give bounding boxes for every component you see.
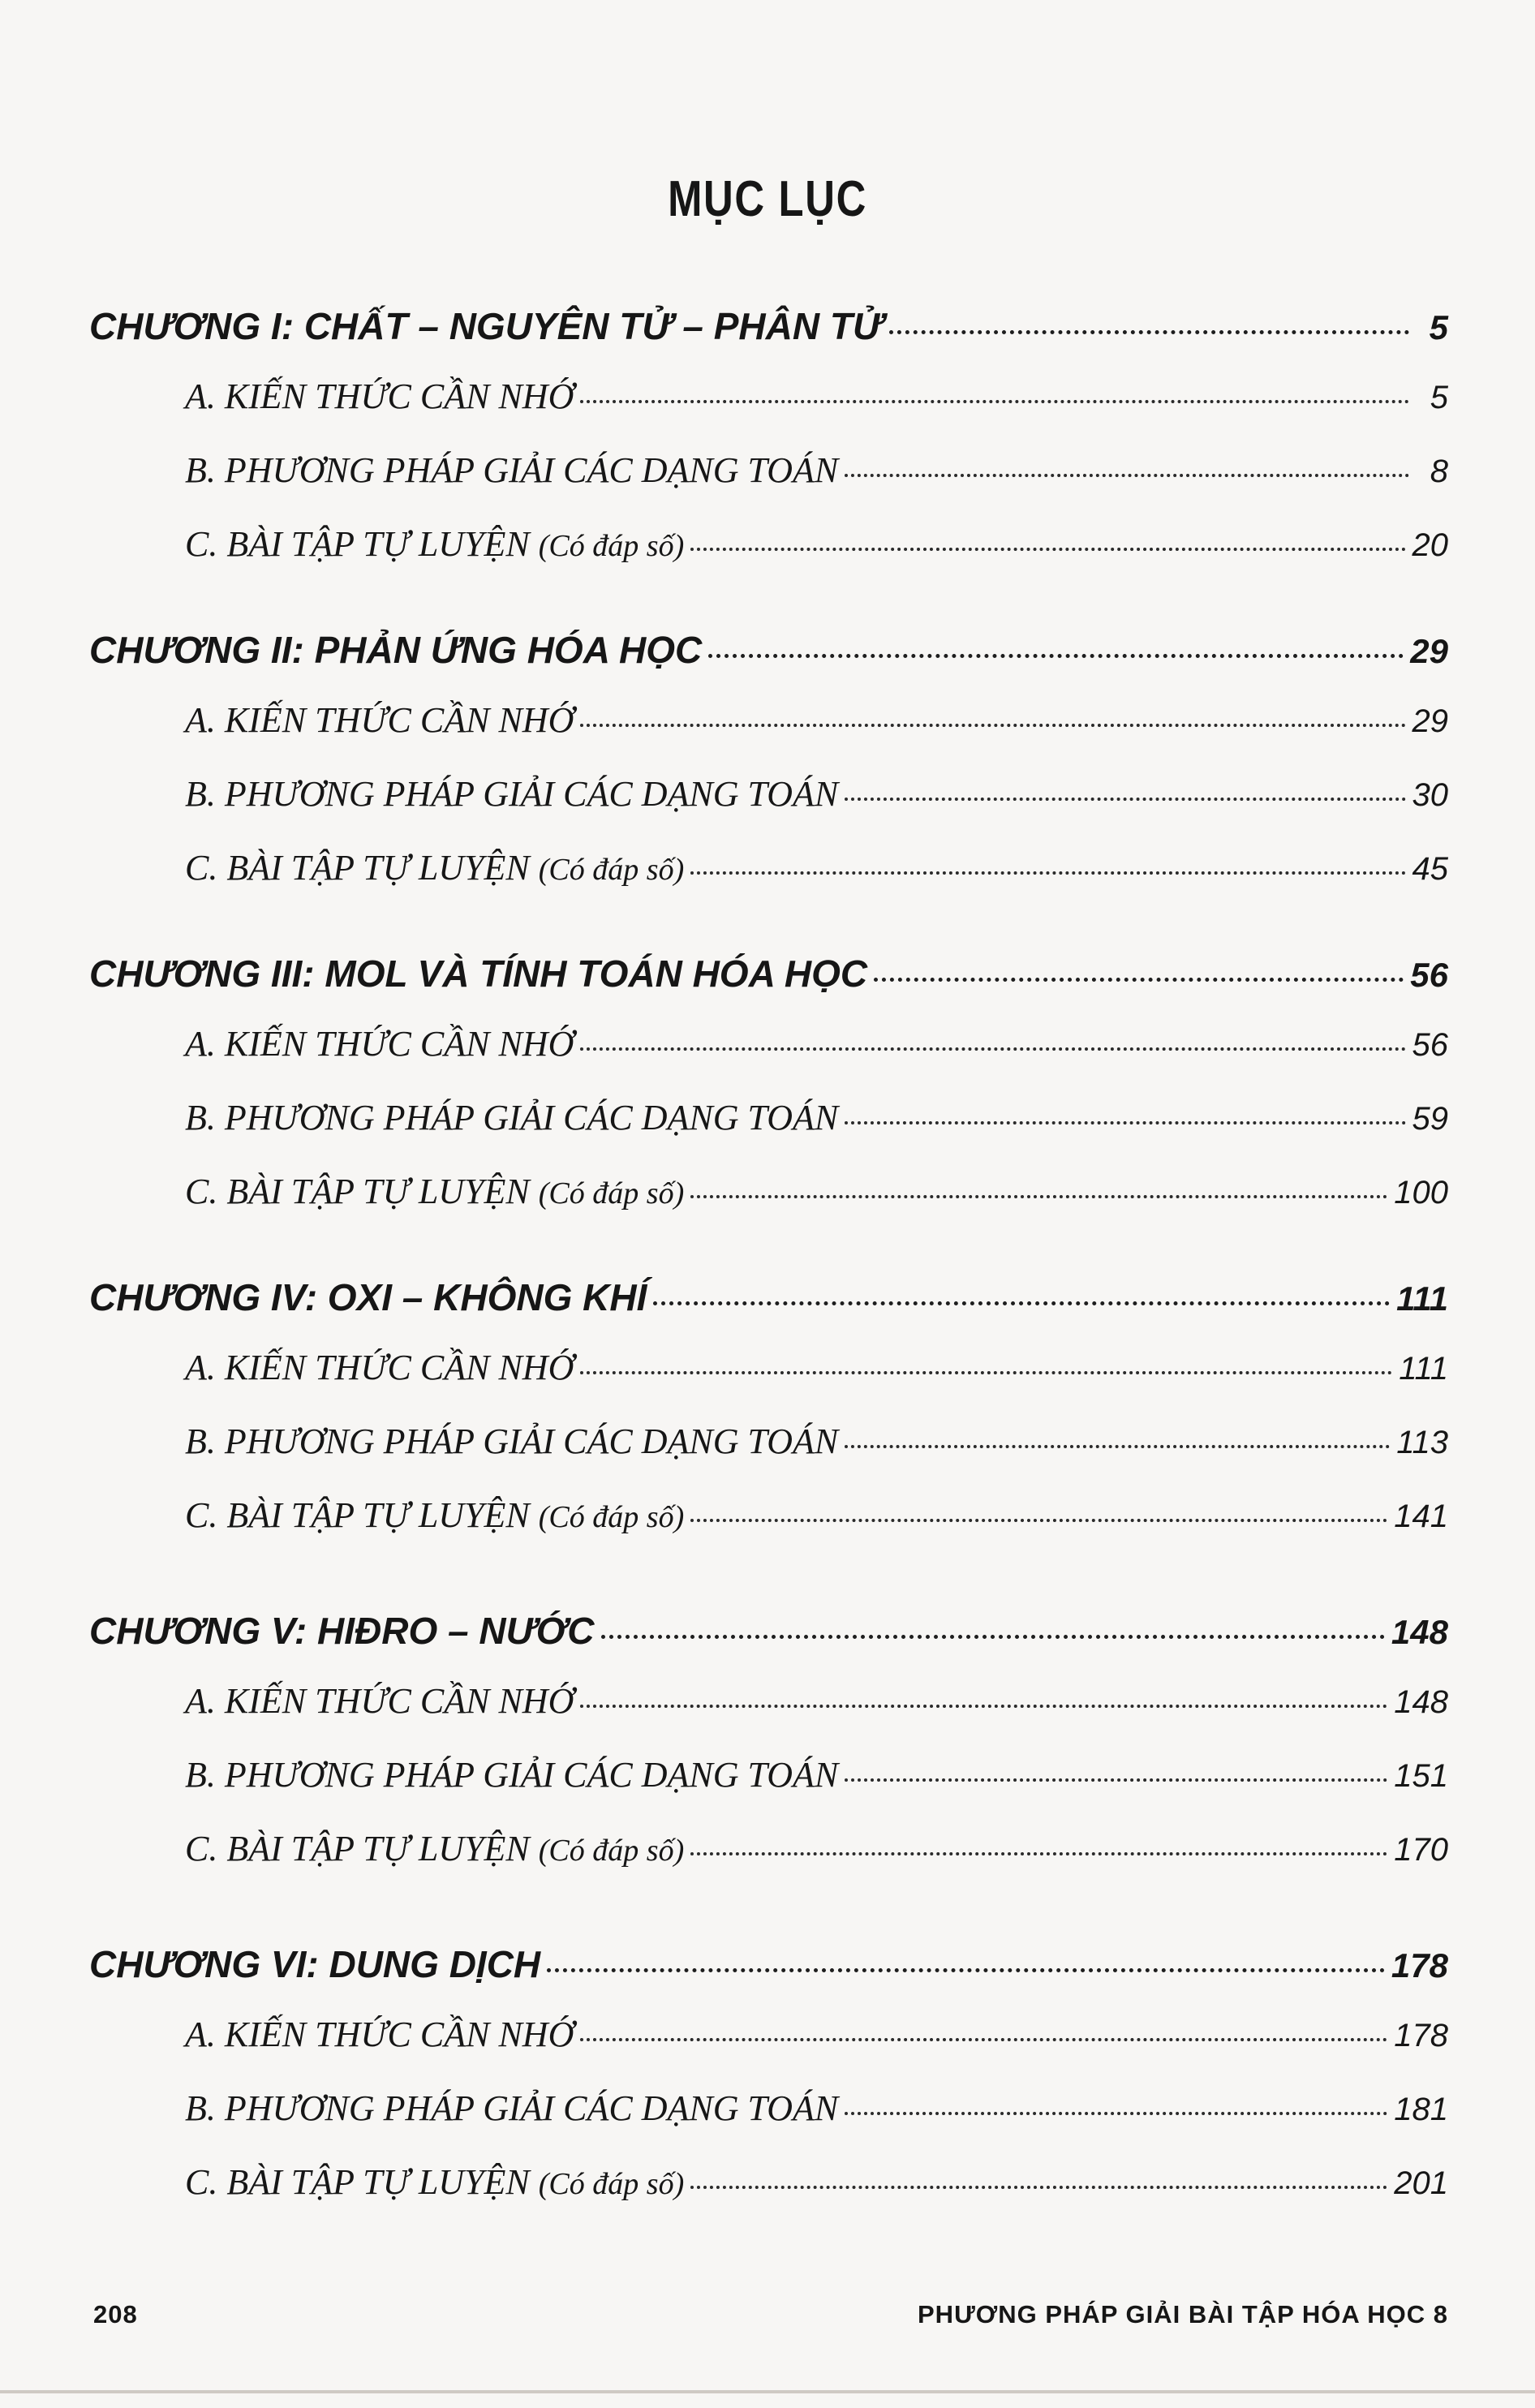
dot-leader [547,1968,1385,1972]
section-entry[interactable] [89,2014,1448,2088]
dot-leader [874,978,1404,982]
section-note: (Có đáp số) [538,853,685,887]
dot-leader [690,1195,1387,1198]
section-page: 45 [1412,851,1448,887]
dot-leader [653,1301,1390,1305]
section-label: C. BÀI TẬP TỰ LUYỆN [185,1829,530,1868]
section-label: A. KIẾN THỨC CẦN NHỚ [185,1681,574,1721]
section-page: 20 [1412,527,1448,563]
bottom-edge [0,2390,1535,2393]
section-page: 5 [1430,380,1448,415]
dot-leader [845,1445,1390,1448]
chapter-title: CHƯƠNG II: PHẢN ỨNG HÓA HỌC [89,629,703,671]
chapter-page: 29 [1410,632,1448,670]
section-page: 111 [1399,1351,1448,1387]
section-label: B. PHƯƠNG PHÁP GIẢI CÁC DẠNG TOÁN [185,2088,839,2128]
dot-leader [708,654,1404,658]
dot-leader [580,1047,1405,1051]
chapter-title: CHƯƠNG III: MOL VÀ TÍNH TOÁN HÓA HỌC [89,952,868,995]
dot-leader [889,330,1409,334]
section-entry[interactable] [89,1421,1448,1494]
section-label: B. PHƯƠNG PHÁP GIẢI CÁC DẠNG TOÁN [185,774,839,814]
table-of-contents [89,304,1448,2266]
section-entry[interactable] [89,847,1448,921]
chapter-page: 178 [1391,1946,1448,1984]
dot-leader [690,548,1405,551]
section-page: 59 [1412,1101,1448,1137]
section-entry[interactable] [89,1494,1448,1568]
section-entry[interactable] [89,699,1448,773]
chapter-section [89,1275,1448,1568]
section-note: (Có đáp số) [538,1176,685,1210]
section-entry[interactable] [89,1754,1448,1828]
chapter-title: CHƯƠNG V: HIĐRO – NƯỚC [89,1610,595,1652]
section-entry[interactable] [89,1023,1448,1097]
section-entry[interactable] [89,449,1448,523]
chapter-page: 5 [1429,308,1448,346]
section-entry[interactable] [89,1097,1448,1171]
section-label: C. BÀI TẬP TỰ LUYỆN [185,1172,530,1211]
dot-leader [845,798,1405,801]
dot-leader [580,2038,1387,2041]
page-title: MỤC LỤC [668,171,867,227]
chapter-page: 56 [1410,956,1448,994]
dot-leader [580,724,1405,727]
section-label: A. KIẾN THỨC CẦN NHỚ [185,376,574,416]
section-note: (Có đáp số) [538,2167,685,2201]
chapter-section [89,952,1448,1245]
dot-leader [580,1371,1392,1374]
dot-leader [845,2112,1387,2115]
section-entry[interactable] [89,1680,1448,1754]
chapter-entry[interactable] [89,1275,1448,1347]
chapter-entry[interactable] [89,1609,1448,1680]
section-page: 181 [1394,2092,1448,2127]
section-page: 29 [1412,703,1448,739]
chapter-entry[interactable] [89,1942,1448,2014]
section-label: B. PHƯƠNG PHÁP GIẢI CÁC DẠNG TOÁN [185,1098,839,1137]
dot-leader [580,400,1409,403]
section-page: 30 [1412,777,1448,813]
section-page: 148 [1394,1684,1448,1720]
dot-leader [845,1778,1387,1782]
section-label: A. KIẾN THỨC CẦN NHỚ [185,2015,574,2054]
section-page: 56 [1412,1027,1448,1063]
dot-leader [690,1852,1387,1855]
section-page: 151 [1394,1758,1448,1794]
section-entry[interactable] [89,1828,1448,1902]
section-label: B. PHƯƠNG PHÁP GIẢI CÁC DẠNG TOÁN [185,450,839,490]
section-label: A. KIẾN THỨC CẦN NHỚ [185,1024,574,1064]
section-label: C. BÀI TẬP TỰ LUYỆN [185,2162,530,2202]
dot-leader [601,1635,1385,1639]
chapter-page: 111 [1396,1279,1448,1318]
footer-book-title: PHƯƠNG PHÁP GIẢI BÀI TẬP HÓA HỌC 8 [918,2300,1448,2328]
chapter-section [89,1942,1448,2235]
section-label: C. BÀI TẬP TỰ LUYỆN [185,524,530,564]
dot-leader [580,1705,1387,1708]
section-page: 178 [1394,2018,1448,2053]
chapter-title: CHƯƠNG VI: DUNG DỊCH [89,1943,541,1985]
section-note: (Có đáp số) [538,1500,685,1534]
chapter-entry[interactable] [89,628,1448,699]
section-label: C. BÀI TẬP TỰ LUYỆN [185,848,530,888]
dot-leader [845,474,1409,477]
chapter-section [89,304,1448,597]
chapter-entry[interactable] [89,952,1448,1023]
dot-leader [690,2186,1387,2189]
section-page: 201 [1394,2165,1448,2201]
chapter-entry[interactable] [89,304,1448,376]
section-label: B. PHƯƠNG PHÁP GIẢI CÁC DẠNG TOÁN [185,1421,839,1461]
chapter-section [89,628,1448,921]
section-entry[interactable] [89,2088,1448,2161]
dot-leader [845,1121,1405,1124]
footer-page-number: 208 [93,2300,138,2328]
section-entry[interactable] [89,1347,1448,1421]
section-entry[interactable] [89,523,1448,597]
section-label: B. PHƯƠNG PHÁP GIẢI CÁC DẠNG TOÁN [185,1755,839,1795]
section-page: 100 [1394,1175,1448,1210]
dot-leader [690,871,1405,875]
section-note: (Có đáp số) [538,1834,685,1868]
section-entry[interactable] [89,1171,1448,1245]
section-entry[interactable] [89,376,1448,449]
section-note: (Có đáp số) [538,529,685,563]
section-page: 170 [1394,1832,1448,1868]
section-label: C. BÀI TẬP TỰ LUYỆN [185,1495,530,1535]
section-entry[interactable] [89,773,1448,847]
section-entry[interactable] [89,2161,1448,2235]
section-label: A. KIẾN THỨC CẦN NHỚ [185,1348,574,1387]
chapter-section [89,1609,1448,1902]
chapter-title: CHƯƠNG I: CHẤT – NGUYÊN TỬ – PHÂN TỬ [89,305,884,347]
chapter-page: 148 [1391,1613,1448,1651]
section-page: 141 [1394,1499,1448,1534]
section-label: A. KIẾN THỨC CẦN NHỚ [185,700,574,740]
section-page: 8 [1430,454,1448,489]
dot-leader [690,1519,1387,1522]
section-page: 113 [1396,1425,1448,1460]
chapter-title: CHƯƠNG IV: OXI – KHÔNG KHÍ [89,1276,647,1318]
page-footer [93,2300,1448,2329]
